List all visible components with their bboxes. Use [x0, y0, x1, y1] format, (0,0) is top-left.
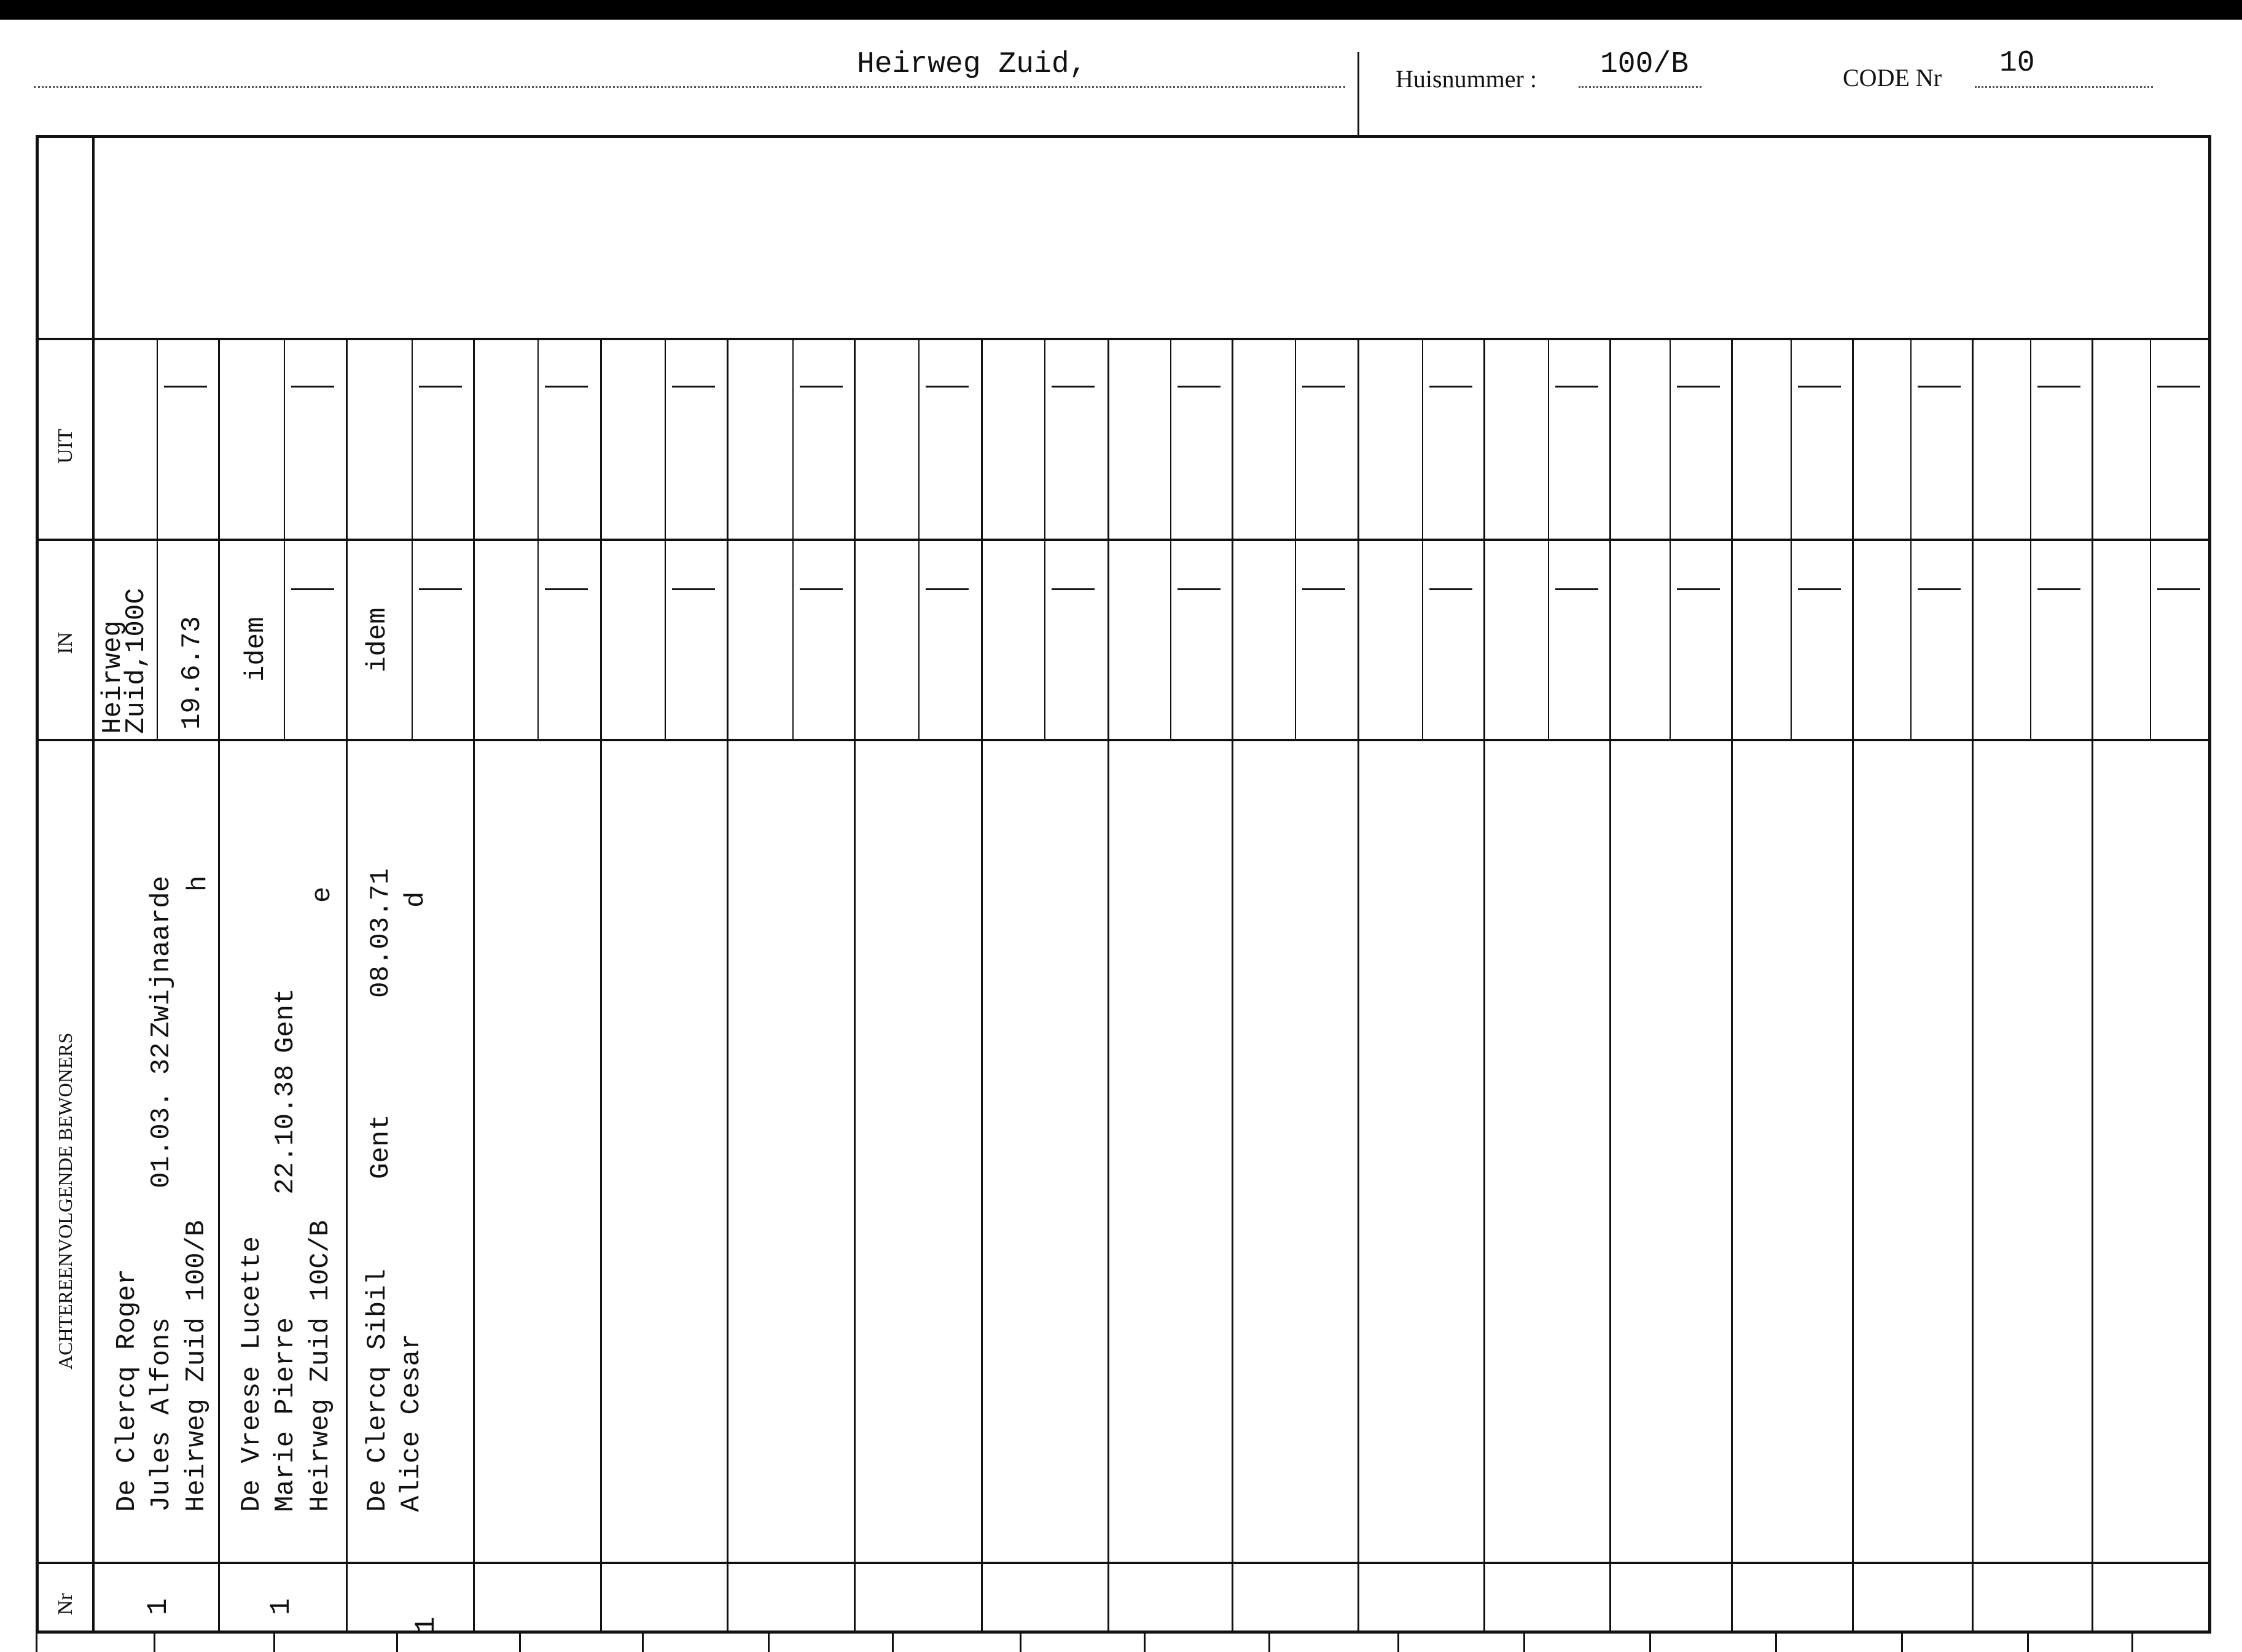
- empty-entry-dash: [1178, 588, 1221, 590]
- huisnummer-label: Huisnummer :: [1396, 65, 1537, 93]
- column-line: [727, 338, 728, 1632]
- resident-1-in-date: 19.6.73: [177, 616, 208, 730]
- frame-bottom: [36, 1631, 2211, 1634]
- bottom-tick: [1523, 1634, 1525, 1652]
- sub-column-line: [412, 338, 413, 739]
- bottom-tick: [273, 1634, 275, 1652]
- resident-3-name-line-2: Alice Cesar: [396, 1333, 427, 1512]
- empty-entry-dash: [1302, 386, 1345, 388]
- empty-entry-dash: [545, 386, 588, 388]
- resident-1-name-line-2: Jules Alfons: [146, 1317, 177, 1512]
- column-line: [218, 338, 220, 1632]
- nr-label: Nr: [54, 1593, 77, 1615]
- sub-column-line: [1791, 338, 1792, 739]
- bottom-tick: [2131, 1634, 2133, 1652]
- empty-entry-dash: [1918, 386, 1961, 388]
- resident-2-address: Heirweg Zuid 10C/B: [305, 1220, 336, 1512]
- column-line: [1483, 338, 1485, 1632]
- sub-column-line: [792, 338, 794, 739]
- bewoners-label: ACHTEREENVOLGENDE BEWONERS: [54, 1032, 76, 1370]
- empty-entry-dash: [291, 588, 334, 590]
- bottom-tick: [892, 1634, 894, 1652]
- frame-right: [2208, 135, 2211, 1634]
- resident-2-name-line-2: Marie Pierre: [270, 1317, 301, 1512]
- bottom-tick: [36, 1634, 37, 1652]
- column-line: [854, 338, 856, 1632]
- resident-1-birth-date: 01.03. 32: [146, 1042, 177, 1188]
- bottom-tick: [154, 1634, 155, 1652]
- column-line: [1972, 338, 1974, 1632]
- sub-column-line: [284, 338, 285, 739]
- empty-entry-dash: [2037, 386, 2080, 388]
- bottom-tick: [2027, 1634, 2029, 1652]
- resident-2-in-address: idem: [241, 617, 271, 682]
- column-line: [473, 338, 475, 1632]
- bottom-tick: [642, 1634, 644, 1652]
- in-label: IN: [54, 632, 77, 654]
- empty-entry-dash: [1429, 386, 1472, 388]
- column-line: [600, 338, 602, 1632]
- column-line: [1731, 338, 1733, 1632]
- resident-1-in-address-1: Heirweg: [98, 620, 128, 734]
- column-line: [981, 338, 983, 1632]
- uit-label: UIT: [54, 429, 77, 464]
- empty-entry-dash: [291, 386, 334, 388]
- empty-entry-dash: [800, 588, 843, 590]
- column-line: [1357, 338, 1359, 1632]
- resident-1-address: Heirweg Zuid 100/B: [181, 1220, 212, 1512]
- resident-2-birth-place: Gent: [270, 988, 301, 1053]
- empty-entry-dash: [1798, 386, 1841, 388]
- code-label: CODE Nr: [1843, 64, 1942, 92]
- sub-column-line: [2030, 338, 2031, 739]
- empty-entry-dash: [2157, 588, 2200, 590]
- bottom-tick: [1397, 1634, 1399, 1652]
- sub-column-line: [1670, 338, 1671, 739]
- column-line: [1852, 338, 1854, 1632]
- empty-entry-dash: [545, 588, 588, 590]
- bottom-tick: [768, 1634, 770, 1652]
- empty-entry-dash: [1052, 386, 1095, 388]
- empty-entry-dash: [1555, 386, 1598, 388]
- column-line: [2092, 338, 2093, 1632]
- resident-1-name-line-1: De Clercq Roger: [112, 1268, 143, 1512]
- empty-entry-dash: [1178, 386, 1221, 388]
- resident-1-status: h: [183, 875, 214, 892]
- sub-column-line: [918, 338, 920, 739]
- empty-entry-dash: [419, 588, 462, 590]
- empty-entry-dash: [1918, 588, 1961, 590]
- bottom-tick: [1649, 1634, 1651, 1652]
- empty-entry-dash: [1677, 386, 1720, 388]
- empty-entry-dash: [164, 386, 207, 388]
- resident-3-status: d: [400, 891, 431, 908]
- resident-1-nr: 1: [143, 1598, 174, 1615]
- empty-entry-dash: [926, 386, 969, 388]
- in-top-line: [37, 539, 2211, 541]
- bottom-tick: [1020, 1634, 1021, 1652]
- resident-2-nr: 1: [265, 1598, 297, 1615]
- sub-column-line: [157, 338, 158, 739]
- sub-column-line: [1548, 338, 1549, 739]
- frame-top: [36, 135, 2211, 138]
- bottom-tick: [1901, 1634, 1903, 1652]
- resident-2-birth-date: 22.10.38: [270, 1064, 301, 1194]
- empty-entry-dash: [1052, 588, 1095, 590]
- empty-entry-dash: [2037, 588, 2080, 590]
- sub-column-line: [1170, 338, 1171, 739]
- column-line: [346, 338, 348, 1632]
- resident-3-birth-place: Gent: [365, 1114, 396, 1179]
- column-line: [1609, 338, 1611, 1632]
- sub-column-line: [665, 338, 666, 739]
- empty-entry-dash: [1429, 588, 1472, 590]
- label-column-border: [92, 135, 95, 1634]
- resident-1-in-address-2: Zuid,100C: [121, 588, 152, 734]
- column-line: [1232, 338, 1233, 1632]
- bottom-tick: [396, 1634, 398, 1652]
- empty-entry-dash: [419, 386, 462, 388]
- resident-2-name-line-1: De Vreese Lucette: [236, 1236, 267, 1512]
- bottom-tick: [1144, 1634, 1146, 1652]
- empty-entry-dash: [1302, 588, 1345, 590]
- street-name: Heirweg Zuid,: [857, 48, 1087, 81]
- uit-top-line: [37, 338, 2211, 340]
- huisnummer-value: 100/B: [1600, 48, 1689, 81]
- resident-3-name-line-1: De Clercq Sibil: [362, 1268, 393, 1512]
- empty-entry-dash: [672, 588, 715, 590]
- resident-3-in-address: idem: [362, 607, 393, 672]
- resident-3-birth-date: 08.03.71: [365, 868, 396, 998]
- frame-left: [36, 135, 39, 1634]
- empty-entry-dash: [1677, 588, 1720, 590]
- empty-entry-dash: [1798, 588, 1841, 590]
- empty-entry-dash: [926, 588, 969, 590]
- resident-1-birth-place: Zwijnaarde: [146, 875, 177, 1038]
- code-value: 10: [1999, 47, 2035, 80]
- bewoners-top-line: [37, 739, 2211, 741]
- bottom-tick: [1775, 1634, 1777, 1652]
- resident-3-nr: 1: [410, 1616, 442, 1634]
- sub-column-line: [1910, 338, 1912, 739]
- sub-column-line: [1422, 338, 1423, 739]
- empty-entry-dash: [672, 386, 715, 388]
- nr-top-line: [37, 1562, 2211, 1564]
- empty-entry-dash: [800, 386, 843, 388]
- empty-entry-dash: [1555, 588, 1598, 590]
- sub-column-line: [537, 338, 539, 739]
- empty-entry-dash: [2157, 386, 2200, 388]
- bottom-tick: [1268, 1634, 1270, 1652]
- bottom-tick: [519, 1634, 521, 1652]
- sub-column-line: [2150, 338, 2151, 739]
- sub-column-line: [1295, 338, 1296, 739]
- resident-2-status: e: [307, 886, 338, 903]
- sub-column-line: [1044, 338, 1045, 739]
- column-line: [1107, 338, 1109, 1632]
